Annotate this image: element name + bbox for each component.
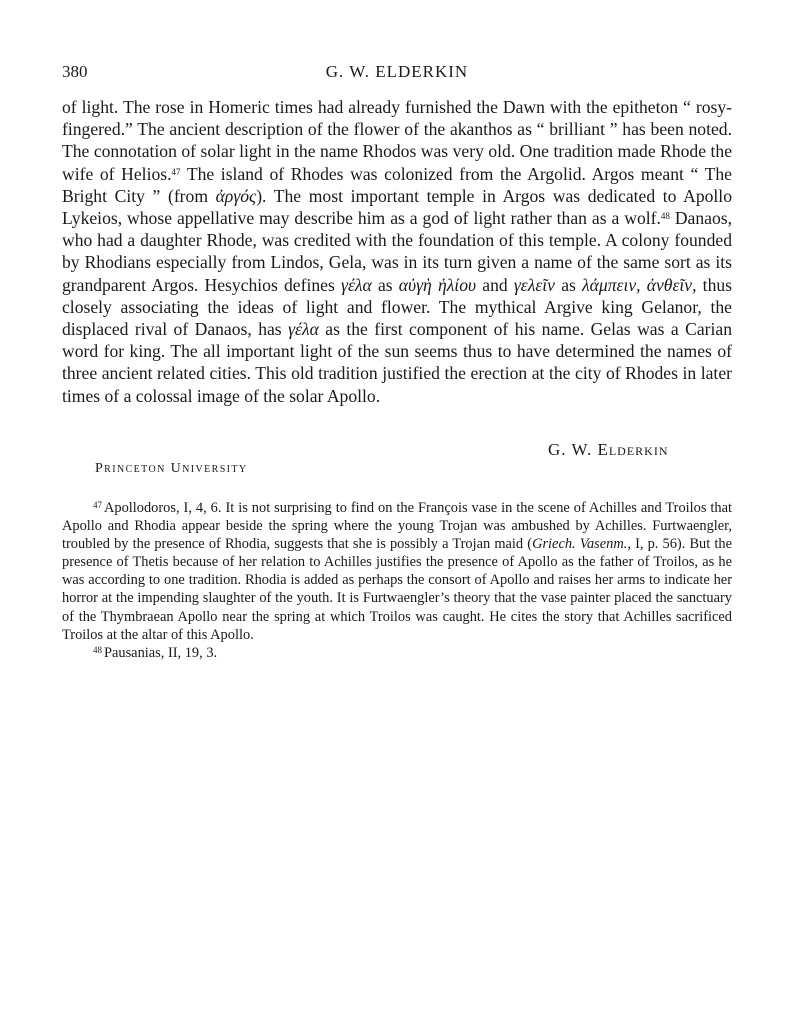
text-run: thus closely associating the ideas of light and flower. The mythical Argive king Gelanor, the displaced rival of Danaos, has — [62, 274, 733, 340]
footnote-ref-48: 48 — [660, 211, 670, 222]
greek-word: γελεῖν — [513, 274, 555, 295]
main-text — [62, 96, 732, 407]
text-run: ). The most important temple in Argos was dedicated to Apollo Lykeios, whose appellative may describe him as a god of light rather than as a wolf. — [62, 185, 732, 229]
page-number: 380 — [62, 62, 88, 81]
footnote-italic: Griech. Vasenm. — [532, 536, 628, 553]
footnotes — [62, 499, 732, 662]
greek-word: γέλα — [341, 274, 372, 295]
running-head: G. W. ELDERKIN — [325, 62, 469, 81]
footnote-text: , I, p. 56). But the presence of Thetis because of her relation to Achilles justifies the presence of Apollo as the father of Troilos, as he was according to one tradition. Rhodia is added as perhaps the consort of Apollo and raises her arms to indicate her horror at the impending slaughter of the youth. It is Furtwaengler’s theory that the vase painter placed the sanctuary of the Thymbraean Apollo near the spring at which Troilos was caught. He cites the story that Achilles sacrificed Troilos at the altar of this Apollo. — [62, 536, 732, 643]
page-header — [62, 62, 732, 84]
text-run: as — [555, 274, 583, 295]
footnote-47 — [62, 499, 732, 644]
footnote-ref-47: 47 — [171, 166, 181, 177]
text-run: as — [371, 274, 399, 295]
footnote-text: Apollodoros, I, 4, 6. It is not surprising to find on the François vase in the scene of Achilles and Troilos that Apollo and Rhodia appear beside the spring where the young Trojan was ambushed by Achilles. Furtwaengler, troubled by the presence of Rhodia, suggests that she is possibly a Trojan maid ( — [62, 500, 732, 553]
footnote-text: Pausanias, II, 19, 3. — [104, 644, 218, 661]
greek-word: γέλα — [288, 319, 319, 340]
author-signature: G. W. Elderkin — [548, 440, 669, 459]
text-run: of light. The rose in Homeric times had already furnished the Dawn with the epitheton “ rosy-fingered.” The ancient description of the flower of the akanthos as “ brilliant ” has been noted. The connotation of solar light in the name Rhodos was very old. One tradition made Rhode the wife of Helios. — [62, 97, 732, 184]
footnote-marker: 48 — [93, 644, 102, 655]
greek-word: λάμπειν, ἀνθεῖν, — [582, 274, 697, 295]
text-run: as the first component of his name. Gelas was a Carian word for king. The all important light of the sun seems thus to have determined the names of three ancient related cities. This old tradition justified the erection at the city of Rhodes in later times of a colossal image of the solar Apollo. — [62, 319, 732, 406]
footnote-48 — [62, 644, 732, 662]
body-paragraph — [62, 96, 732, 407]
footnote-marker: 47 — [93, 500, 102, 510]
greek-word: αὐγὴ ἡλίου — [398, 274, 477, 295]
author-affiliation: Princeton University — [95, 461, 248, 476]
text-run: Danaos, who had a daughter Rhode, was credited with the foundation of this temple. A colony founded by Rhodians especially from Lindos, Gela, was in its turn given a name of the same sort as its grandparent Argos. Hesychios defines — [62, 208, 732, 295]
greek-word: ἀργός — [215, 185, 257, 206]
text-run: and — [476, 274, 514, 295]
text-run: The island of Rhodes was colonized from the Argolid. Argos meant “ The Bright City ” (from — [62, 163, 732, 206]
